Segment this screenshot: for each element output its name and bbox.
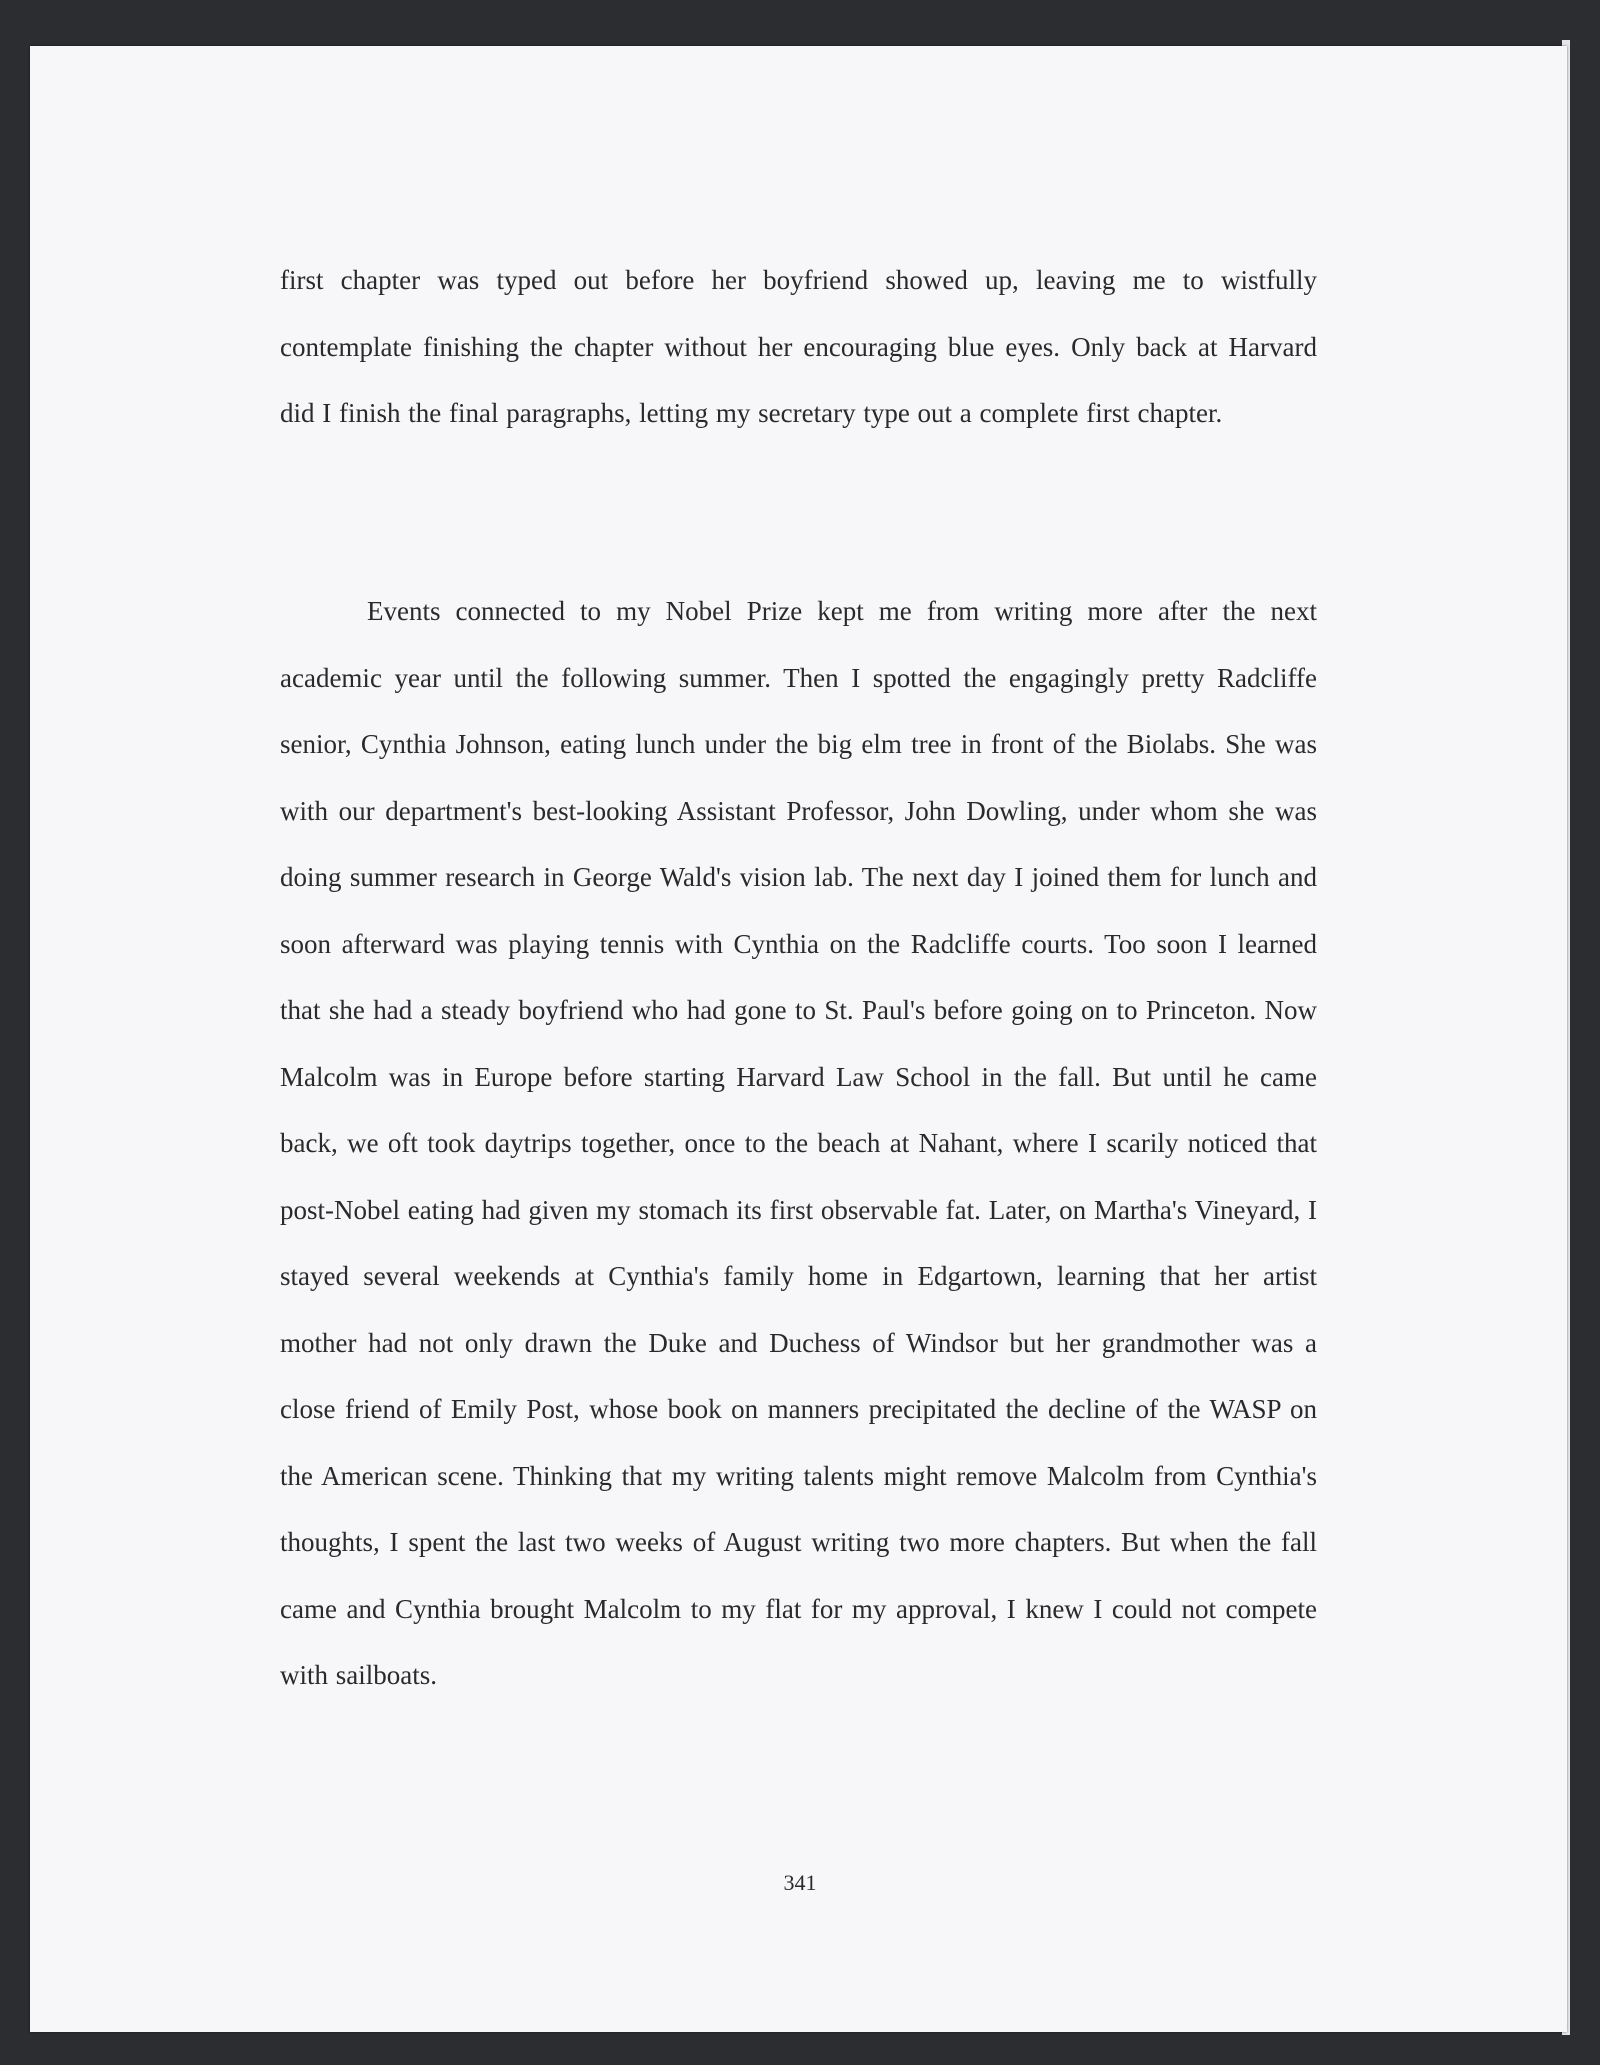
paragraph-1: first chapter was typed out before her boyfriend showed up, leaving me to wistfully contemplate finishing the chapter without her encouraging blue eyes. Only back at Harvard did I finish the final paragraphs, letting my secretary type out a complete first chapter. [280, 265, 1317, 428]
paragraph-2: Events connected to my Nobel Prize kept me from writing more after the next academic year until the following summer. Then I spotted the engagingly pretty Radcliffe senior, Cynthia Johnson, eating lunch under the big elm tree in front of the Biolabs. She was with our department's best-looking Assistant Professor, John Dowling, under whom she was doing summer research in George Wald's vision lab. The next day I joined them for lunch and soon afterward was playing tennis with Cynthia on the Radcliffe courts. Too soon I learned that she had a steady boyfriend who had gone to St. Paul's before going on to Princeton. Now Malcolm was in Europe before starting Harvard Law School in the fall. But until he came back, we oft took daytrips together, once to the beach at Nahant, where I scarily noticed that post-Nobel eating had given my stomach its first observable fat. Later, on Martha's Vineyard, I stayed several weekends at Cynthia's family home in Edgartown, learning that her artist mother had not only drawn the Duke and Duchess of Windsor but her grandmother was a close friend of Emily Post, whose book on manners precipitated the decline of the WASP on the American scene. Thinking that my writing talents might remove Malcolm from Cynthia's thoughts, I spent the last two weeks of August writing two more chapters. But when the fall came and Cynthia brought Malcolm to my flat for my approval, I knew I could not compete with sailboats. [280, 596, 1317, 1690]
page-number: 341 [783, 1870, 817, 1895]
